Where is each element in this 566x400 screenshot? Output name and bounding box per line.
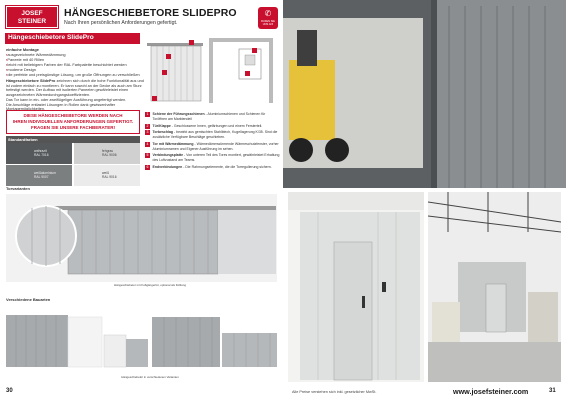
door-variants-heading: Torvarianten bbox=[6, 186, 30, 191]
swatch-code: RAL 7016 bbox=[34, 153, 49, 157]
feature-list bbox=[6, 47, 141, 77]
door-variant-caption: Hängeschiebetor mit Fußgängertür, optional als Fülltung bbox=[114, 283, 186, 287]
description-text-1: zeichnen sich durch die hohe Funktionalität aus und ist zudem einfach zu montieren. Er kann sowohl an der Decke als auch am Sturz befestigt werden. Der Aufbau mit isolierten Paneelen gewährleistet einen ausgezeichneten Wärmedurchgangskoeffizienten. bbox=[6, 79, 144, 98]
call-us-label: RUFEN SIE UNS AN! bbox=[261, 20, 275, 26]
feature-item: ▪ die perfekte und preisgünstige Lösung, um große Öffnungen zu verschließen bbox=[6, 72, 141, 77]
page-title: HÄNGESCHIEBETORE SLIDEPRO bbox=[64, 7, 237, 19]
phone-icon: ✆ bbox=[264, 9, 272, 18]
brand-logo[interactable] bbox=[6, 6, 58, 28]
description-text-2: Das Tor kann in ein- oder zweiflügeliger Ausführung angefertigt werden. bbox=[6, 97, 127, 102]
legend-item: 3 Torbeschlag - bewirkt aus gemischten Stahlblech, Kugellagerung K/35. Sind die zusätzliche Verfügbare Beschläge geschieben. bbox=[146, 130, 278, 140]
callout-line: DIESE HÄNGESCHIEBETORE WERDEN NACH bbox=[23, 113, 123, 118]
custom-order-callout bbox=[6, 110, 140, 134]
swatch-name: anthrazit bbox=[34, 149, 47, 153]
feature-item: ▪ Paneele mit 40 Rillen bbox=[6, 57, 141, 62]
color-swatch-white[interactable] bbox=[74, 165, 140, 186]
page-subtitle: Nach Ihren persönlichen Anforderungen gefertigt. bbox=[64, 20, 178, 26]
pedestrian-door-photo bbox=[288, 192, 424, 382]
call-us-badge[interactable] bbox=[258, 7, 278, 29]
feature-item: ▪ moderne Design bbox=[6, 67, 141, 72]
standard-colors-heading: Standardfarben bbox=[6, 136, 140, 143]
product-heading: Hängeschiebetore SlidePro bbox=[5, 33, 140, 44]
swatch-name: weiß bbox=[102, 171, 109, 175]
description-text-3: Die Anschläge entlastet Lösungen in Rollen dank gewissenhafter Montagemöglichkeiten. bbox=[6, 102, 116, 112]
legend-item: 6 Endverbindungen - Die Rahmungselemente, die die Torregulierung sichern. bbox=[146, 164, 272, 169]
swatch-name: weißaluminium bbox=[34, 171, 56, 175]
construction-types-illustration bbox=[6, 305, 277, 373]
color-swatch-light-grey[interactable] bbox=[74, 143, 140, 164]
swatch-code: RAL 9016 bbox=[102, 175, 117, 179]
warehouse-interior-photo bbox=[428, 192, 561, 382]
color-swatch-anthracite[interactable] bbox=[6, 143, 72, 164]
legend-item: 5 Verbindungsplatte - Von unteren Teil des Tores montiert, gewährleistet Erhaltung des Luftzustand am Teams. bbox=[146, 153, 280, 163]
color-swatch-grey-aluminium[interactable] bbox=[6, 165, 72, 186]
logo-line-2: STEINER bbox=[17, 18, 47, 25]
swatch-name: fehgrau bbox=[102, 149, 114, 153]
warehouse-door-photo bbox=[283, 0, 566, 188]
door-variant-illustration bbox=[6, 194, 277, 282]
legend-item: 1 Schiene der Führungsschienen - Aluminiumschienen und Schienen für Toröffnen am Marktendeil bbox=[146, 112, 266, 121]
feature-item: ▪ leicht mit beliebigem Farben der RAL Farbpalette beschichtet werden bbox=[6, 62, 141, 67]
page-number-right: 31 bbox=[549, 388, 556, 394]
swatch-code: RAL 9006 bbox=[102, 153, 117, 157]
features-heading: einfache Montage bbox=[6, 47, 39, 52]
construction-types-heading: Verschiedene Bauarten bbox=[6, 297, 51, 302]
description-bold: Hängeschiebetore SlidePro bbox=[6, 79, 56, 83]
logo-line-1: JOSEF bbox=[21, 10, 43, 17]
legend-item: 2 Tür/Klappe - Geschlossene Innen, gefärbungen und einem Fersterteil. bbox=[146, 123, 263, 128]
construction-types-caption: Hängeschiebetür in verschiedenen Varianten bbox=[121, 375, 179, 379]
page-number-left: 30 bbox=[6, 388, 13, 394]
callout-line: IHREN INDIVIDUELLEN ANFORDERUNGEN GEFERTIGT. bbox=[12, 119, 134, 124]
product-description bbox=[6, 79, 144, 112]
feature-item: ▪ ausgezeichnete Wärmedämmung bbox=[6, 52, 141, 57]
drawing-legend bbox=[145, 112, 280, 171]
right-page bbox=[283, 0, 566, 400]
swatch-code: RAL 9007 bbox=[34, 175, 49, 179]
legend-item: 4 Tor mit Wärmedämmung - Wärmedämmwürmende Wärmeschutzfenster, vorher Aluminiumramen und Eigener Ausführung im sehen. bbox=[146, 141, 279, 151]
website-link[interactable]: www.josefsteiner.com bbox=[453, 387, 529, 396]
callout-line: FRAGEN SIE UNSERE FACHBERATER! bbox=[31, 125, 115, 130]
price-footnote: Alle Preise verstehen sich inkl. gesetzlicher MwSt. bbox=[292, 390, 377, 394]
technical-drawing bbox=[145, 33, 278, 106]
